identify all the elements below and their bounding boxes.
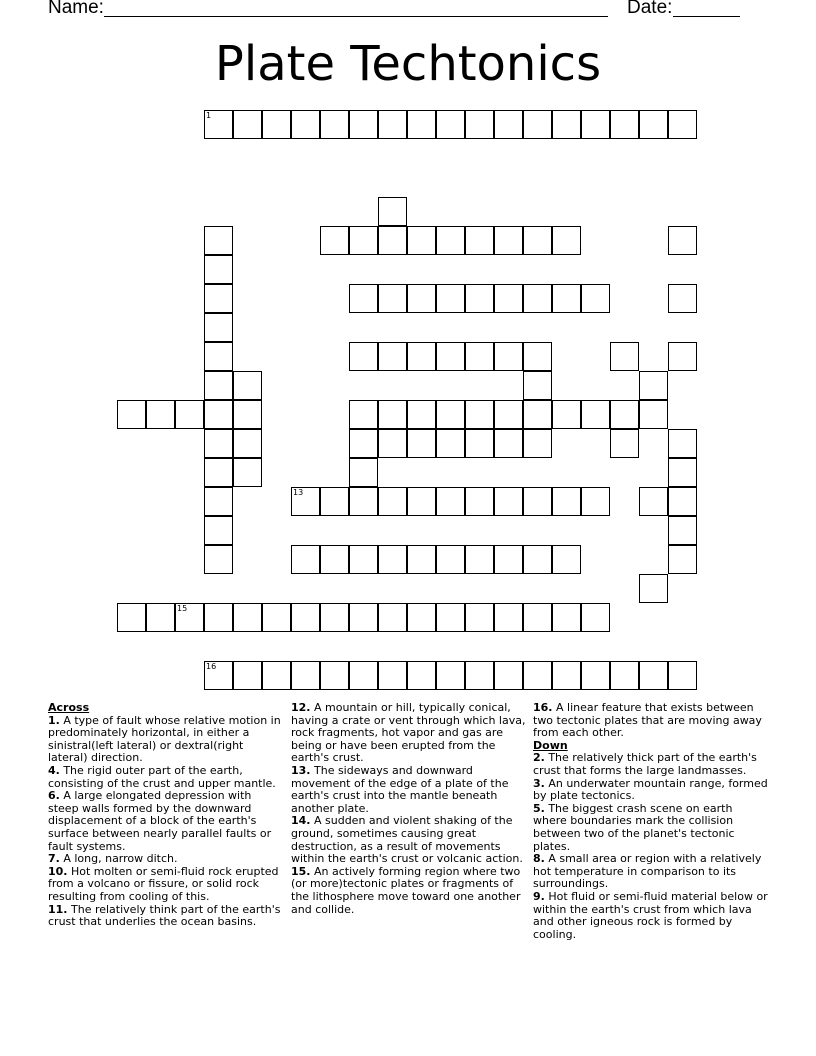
down-heading: Down [533, 738, 568, 752]
grid-cell[interactable] [204, 284, 233, 313]
grid-cell[interactable] [668, 342, 697, 371]
grid-cell[interactable] [668, 545, 697, 574]
grid-cell[interactable] [262, 110, 291, 139]
grid-cell[interactable] [407, 400, 436, 429]
grid-cell[interactable] [407, 342, 436, 371]
grid-cell[interactable] [407, 429, 436, 458]
grid-cell[interactable] [378, 197, 407, 226]
grid-cell[interactable] [494, 284, 523, 313]
grid-cell[interactable] [465, 226, 494, 255]
grid-cell[interactable] [465, 545, 494, 574]
grid-cell[interactable] [349, 226, 378, 255]
grid-cell[interactable] [494, 603, 523, 632]
grid-cell[interactable] [668, 487, 697, 516]
grid-cell[interactable] [523, 545, 552, 574]
grid-cell[interactable] [378, 661, 407, 690]
grid-cell[interactable] [523, 342, 552, 371]
grid-cell[interactable] [407, 661, 436, 690]
grid-cell[interactable] [465, 603, 494, 632]
grid-cell[interactable] [610, 342, 639, 371]
grid-cell[interactable] [668, 661, 697, 690]
clues-column-2 [291, 702, 527, 916]
grid-cell[interactable] [175, 400, 204, 429]
grid-cell[interactable] [146, 400, 175, 429]
clue-across-6: 6. A large elongated depression with steep walls formed by the downward displacement of a block of the earth's surface between nearly parallel faults or fault systems. [48, 789, 272, 853]
grid-cell[interactable] [233, 371, 262, 400]
grid-cell[interactable] [639, 487, 668, 516]
across-heading: Across [48, 701, 90, 714]
grid-cell[interactable] [465, 284, 494, 313]
grid-cell[interactable] [610, 429, 639, 458]
clue-down-5: 5. The biggest crash scene on earth where boundaries mark the collision between two of the planet's tectonic plates. [533, 801, 735, 853]
grid-cell[interactable] [233, 661, 262, 690]
grid-cell[interactable] [523, 284, 552, 313]
grid-cell[interactable] [668, 110, 697, 139]
grid-cell[interactable] [378, 487, 407, 516]
grid-cell[interactable] [204, 226, 233, 255]
grid-cell[interactable] [581, 400, 610, 429]
name-label: Name: [48, 0, 104, 18]
clue-across-12: 12. A mountain or hill, typically conical, having a crate or vent through which lava, rock fragments, hot vapor and gas are being or have been erupted from the earth's crust. [291, 701, 526, 765]
grid-cell[interactable] [436, 661, 465, 690]
grid-cell[interactable] [552, 545, 581, 574]
grid-cell[interactable] [523, 429, 552, 458]
grid-cell[interactable] [552, 226, 581, 255]
grid-cell[interactable] [552, 603, 581, 632]
grid-cell[interactable] [262, 661, 291, 690]
grid-cell[interactable] [204, 371, 233, 400]
grid-cell[interactable] [668, 226, 697, 255]
grid-cell[interactable] [233, 110, 262, 139]
grid-cell[interactable] [349, 429, 378, 458]
grid-cell[interactable] [378, 545, 407, 574]
grid-cell[interactable] [494, 487, 523, 516]
grid-cell[interactable] [639, 574, 668, 603]
clue-down-3: 3. An underwater mountain range, formed by plate tectonics. [533, 776, 768, 803]
grid-cell[interactable] [204, 516, 233, 545]
grid-cell[interactable] [349, 400, 378, 429]
grid-cell[interactable] [668, 516, 697, 545]
page-title: Plate Techtonics [214, 36, 602, 92]
grid-cell[interactable] [494, 226, 523, 255]
grid-cell[interactable] [378, 429, 407, 458]
grid-cell[interactable] [349, 284, 378, 313]
grid-cell[interactable] [146, 603, 175, 632]
clue-across-7: 7. A long, narrow ditch. [48, 852, 178, 866]
grid-cell[interactable] [581, 603, 610, 632]
grid-cell[interactable] [436, 226, 465, 255]
grid-cell[interactable] [639, 400, 668, 429]
grid-cell[interactable] [552, 284, 581, 313]
grid-cell[interactable] [291, 487, 320, 516]
clue-across-16: 16. A linear feature that exists between two tectonic plates that are moving away from each other. [533, 701, 762, 740]
grid-cell[interactable] [436, 603, 465, 632]
clue-across-4: 4. The rigid outer part of the earth, consisting of the crust and upper mantle. [48, 763, 276, 790]
grid-cell[interactable] [407, 226, 436, 255]
grid-cell[interactable] [407, 284, 436, 313]
grid-cell[interactable] [465, 110, 494, 139]
grid-cell[interactable] [291, 110, 320, 139]
grid-cell[interactable] [320, 545, 349, 574]
grid-cell[interactable] [668, 284, 697, 313]
clue-number: 16 [206, 662, 217, 671]
grid-cell[interactable] [349, 110, 378, 139]
clue-number: 15 [177, 604, 188, 613]
grid-cell[interactable] [552, 661, 581, 690]
grid-cell[interactable] [639, 661, 668, 690]
grid-cell[interactable] [204, 255, 233, 284]
grid-cell[interactable] [349, 487, 378, 516]
grid-cell[interactable] [233, 603, 262, 632]
grid-cell[interactable] [523, 603, 552, 632]
grid-cell[interactable] [436, 342, 465, 371]
grid-cell[interactable] [581, 284, 610, 313]
grid-cell[interactable] [581, 661, 610, 690]
grid-cell[interactable] [523, 226, 552, 255]
grid-cell[interactable] [610, 400, 639, 429]
grid-cell[interactable] [407, 603, 436, 632]
grid-cell[interactable] [291, 545, 320, 574]
grid-cell[interactable] [407, 110, 436, 139]
grid-cell[interactable] [436, 487, 465, 516]
grid-cell[interactable] [610, 110, 639, 139]
grid-cell[interactable] [291, 661, 320, 690]
grid-cell[interactable] [552, 110, 581, 139]
grid-cell[interactable] [523, 487, 552, 516]
clue-across-1: 1. A type of fault whose relative motion in predominately horizontal, in either a sinistral(left lateral) or dextral(right lateral) direction. [48, 713, 281, 765]
clue-across-10: 10. Hot molten or semi-fluid rock erupted from a volcano or fissure, or solid rock resulting from cooling of this. [48, 864, 279, 903]
date-label: Date: [627, 0, 673, 18]
clue-number: 1 [206, 111, 212, 120]
grid-cell[interactable] [204, 458, 233, 487]
grid-cell[interactable] [204, 110, 233, 139]
grid-cell[interactable] [523, 661, 552, 690]
grid-cell[interactable] [349, 342, 378, 371]
grid-cell[interactable] [204, 429, 233, 458]
grid-cell[interactable] [581, 487, 610, 516]
clues-column-1 [48, 702, 284, 929]
clue-down-9: 9. Hot fluid or semi-fluid material below or within the earth's crust from which lava and other igneous rock is formed by cooling. [533, 889, 768, 941]
grid-cell[interactable] [436, 110, 465, 139]
grid-cell[interactable] [639, 371, 668, 400]
grid-cell[interactable] [378, 400, 407, 429]
grid-cell[interactable] [320, 603, 349, 632]
grid-cell[interactable] [494, 661, 523, 690]
grid-cell[interactable] [378, 226, 407, 255]
grid-cell[interactable] [668, 458, 697, 487]
grid-cell[interactable] [204, 487, 233, 516]
grid-cell[interactable] [581, 110, 610, 139]
grid-cell[interactable] [204, 400, 233, 429]
grid-cell[interactable] [175, 603, 204, 632]
grid-cell[interactable] [610, 661, 639, 690]
grid-cell[interactable] [639, 110, 668, 139]
grid-cell[interactable] [378, 110, 407, 139]
grid-cell[interactable] [436, 429, 465, 458]
grid-cell[interactable] [349, 661, 378, 690]
grid-cell[interactable] [668, 429, 697, 458]
clue-down-8: 8. A small area or region with a relatively hot temperature in comparison to its surroundings. [533, 852, 762, 891]
grid-cell[interactable] [407, 487, 436, 516]
grid-cell[interactable] [465, 342, 494, 371]
grid-cell[interactable] [378, 342, 407, 371]
grid-cell[interactable] [204, 603, 233, 632]
grid-cell[interactable] [523, 371, 552, 400]
clue-number: 13 [293, 488, 304, 497]
clue-across-15: 15. An actively forming region where two (or more)tectonic plates or fragments of the lithosphere move toward one another and collide. [291, 864, 521, 916]
grid-cell[interactable] [320, 487, 349, 516]
grid-cell[interactable] [436, 284, 465, 313]
grid-cell[interactable] [233, 400, 262, 429]
grid-cell[interactable] [349, 458, 378, 487]
grid-cell[interactable] [320, 110, 349, 139]
grid-cell[interactable] [378, 603, 407, 632]
clue-across-11: 11. The relatively think part of the earth's crust that underlies the ocean basins. [48, 902, 281, 929]
grid-cell[interactable] [436, 545, 465, 574]
grid-cell[interactable] [494, 429, 523, 458]
grid-cell[interactable] [465, 429, 494, 458]
grid-cell[interactable] [552, 487, 581, 516]
grid-cell[interactable] [552, 400, 581, 429]
grid-cell[interactable] [523, 400, 552, 429]
grid-cell[interactable] [349, 603, 378, 632]
grid-cell[interactable] [204, 545, 233, 574]
grid-cell[interactable] [349, 545, 378, 574]
clue-across-13: 13. The sideways and downward movement of the edge of a plate of the earth's crust into the mantle beneath another plate. [291, 763, 509, 815]
grid-cell[interactable] [465, 400, 494, 429]
grid-cell[interactable] [494, 342, 523, 371]
grid-cell[interactable] [436, 400, 465, 429]
grid-cell[interactable] [407, 545, 436, 574]
grid-cell[interactable] [233, 429, 262, 458]
clue-down-2: 2. The relatively thick part of the earth's crust that forms the large landmasses. [533, 751, 757, 777]
grid-cell[interactable] [523, 110, 552, 139]
grid-cell[interactable] [262, 603, 291, 632]
grid-cell[interactable] [233, 458, 262, 487]
grid-cell[interactable] [494, 400, 523, 429]
grid-cell[interactable] [494, 545, 523, 574]
grid-cell[interactable] [378, 284, 407, 313]
clues-column-3 [533, 702, 769, 941]
grid-cell[interactable] [204, 342, 233, 371]
grid-cell[interactable] [320, 226, 349, 255]
grid-cell[interactable] [204, 661, 233, 690]
grid-cell[interactable] [117, 603, 146, 632]
grid-cell[interactable] [291, 603, 320, 632]
grid-cell[interactable] [320, 661, 349, 690]
grid-cell[interactable] [465, 661, 494, 690]
clue-across-14: 14. A sudden and violent shaking of the ground, sometimes causing great destruction, as a result of movements within the earth's crust or volcanic action. [291, 814, 523, 866]
grid-cell[interactable] [494, 110, 523, 139]
grid-cell[interactable] [117, 400, 146, 429]
grid-cell[interactable] [204, 313, 233, 342]
grid-cell[interactable] [465, 487, 494, 516]
